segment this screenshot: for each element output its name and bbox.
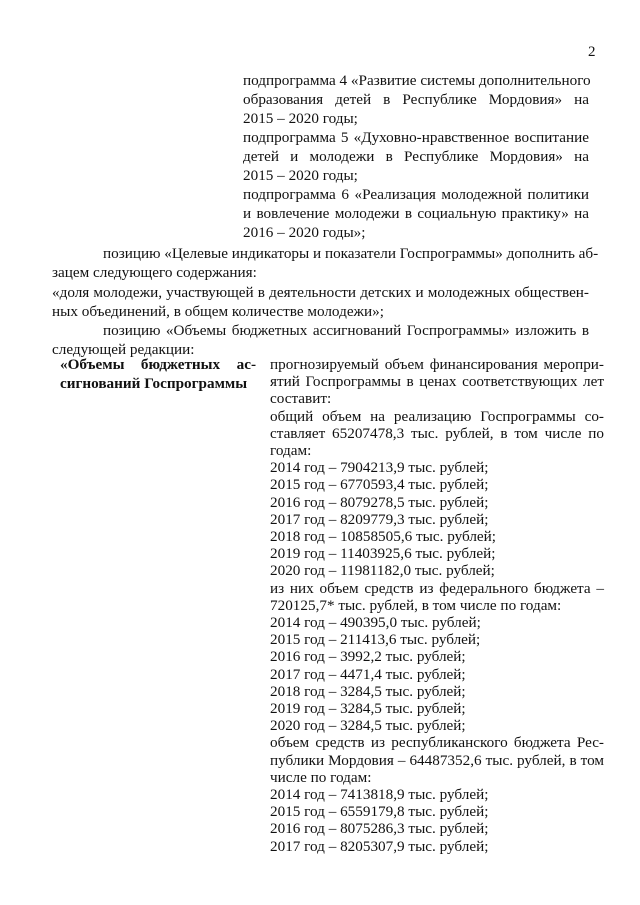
table-right-line: 2016 год – 8079278,5 тыс. рублей; — [270, 493, 489, 511]
table-right-line: ятий Госпрограммы в ценах соответствующих лет — [270, 373, 604, 391]
table-right-line: прогнозируемый объем финансирования меропри- — [270, 356, 604, 373]
table-right-line: из них объем средств из федерального бюджета – — [270, 579, 604, 597]
table-right-line: общий объем на реализацию Госпрограммы со- — [270, 407, 604, 425]
page-number: 2 — [588, 44, 596, 60]
table-right-line: 2016 год – 3992,2 тыс. рублей; — [270, 648, 466, 666]
table-right-line: объем средств из республиканского бюджета Рес- — [270, 734, 604, 752]
subprogram-line: образования детей в Республике Мордовия» на — [243, 91, 589, 108]
table-right-line: 2015 год – 6770593,4 тыс. рублей; — [270, 476, 489, 494]
table-right-line: 2020 год – 11981182,0 тыс. рублей; — [270, 562, 495, 580]
subprogram-line: 2016 – 2020 годы»; — [243, 224, 366, 241]
subprogram-line: подпрограмма 5 «Духовно-нравственное воспитание — [243, 129, 589, 146]
table-right-line: 2018 год – 3284,5 тыс. рублей; — [270, 682, 466, 700]
subprogram-line: подпрограмма 4 «Развитие системы дополнительного — [243, 72, 591, 89]
subprogram-line: подпрограмма 6 «Реализация молодежной политики — [243, 186, 589, 203]
table-right-line: 2015 год – 211413,6 тыс. рублей; — [270, 631, 481, 649]
body-line: «доля молодежи, участвующей в деятельности детских и молодежных обществен- — [52, 284, 589, 301]
table-right-line: 720125,7* тыс. рублей, в том числе по годам: — [270, 596, 562, 614]
body-line: следующей редакции: — [52, 341, 195, 358]
body-line: позицию «Целевые индикаторы и показатели Госпрограммы» дополнить аб- — [103, 245, 599, 262]
table-right-line: 2015 год – 6559179,8 тыс. рублей; — [270, 803, 489, 821]
subprogram-line: детей и молодежи в Республике Мордовия» на — [243, 148, 589, 165]
table-right-line: ставляет 65207478,3 тыс. рублей, в том числе по — [270, 424, 604, 442]
table-right-line: 2017 год – 8209779,3 тыс. рублей; — [270, 510, 489, 528]
table-right-line: составит: — [270, 390, 332, 408]
subprogram-line: и вовлечение молодежи в социальную практику» на — [243, 205, 589, 222]
table-right-line: 2014 год – 490395,0 тыс. рублей; — [270, 614, 481, 631]
body-line: позицию «Объемы бюджетных ассигнований Госпрограммы» изложить в — [103, 322, 589, 339]
body-line: ных объединений, в общем количестве молодежи»; — [52, 303, 384, 320]
table-right-line: публики Мордовия – 64487352,6 тыс. рублей, в том — [270, 751, 604, 769]
table-right-line: 2018 год – 10858505,6 тыс. рублей; — [270, 528, 497, 545]
table-right-line: годам: — [270, 442, 312, 459]
table-right-line: 2017 год – 8205307,9 тыс. рублей; — [270, 837, 489, 855]
subprogram-line: 2015 – 2020 годы; — [243, 110, 358, 127]
table-right-line: 2020 год – 3284,5 тыс. рублей; — [270, 717, 466, 735]
table-right-line: 2017 год – 4471,4 тыс. рублей; — [270, 665, 466, 683]
table-right-line: 2019 год – 3284,5 тыс. рублей; — [270, 700, 466, 717]
table-right-line: 2016 год – 8075286,3 тыс. рублей; — [270, 820, 489, 838]
table-right-line: 2019 год – 11403925,6 тыс. рублей; — [270, 545, 496, 563]
table-right-line: числе по годам: — [270, 768, 372, 786]
table-left-line: сигнований Госпрограммы — [60, 375, 248, 392]
subprogram-line: 2015 – 2020 годы; — [243, 167, 358, 184]
table-left-line: «Объемы бюджетных ас- — [60, 356, 256, 373]
body-line: зацем следующего содержания: — [52, 264, 257, 281]
table-right-line: 2014 год – 7904213,9 тыс. рублей; — [270, 459, 489, 477]
table-right-line: 2014 год – 7413818,9 тыс. рублей; — [270, 786, 489, 803]
